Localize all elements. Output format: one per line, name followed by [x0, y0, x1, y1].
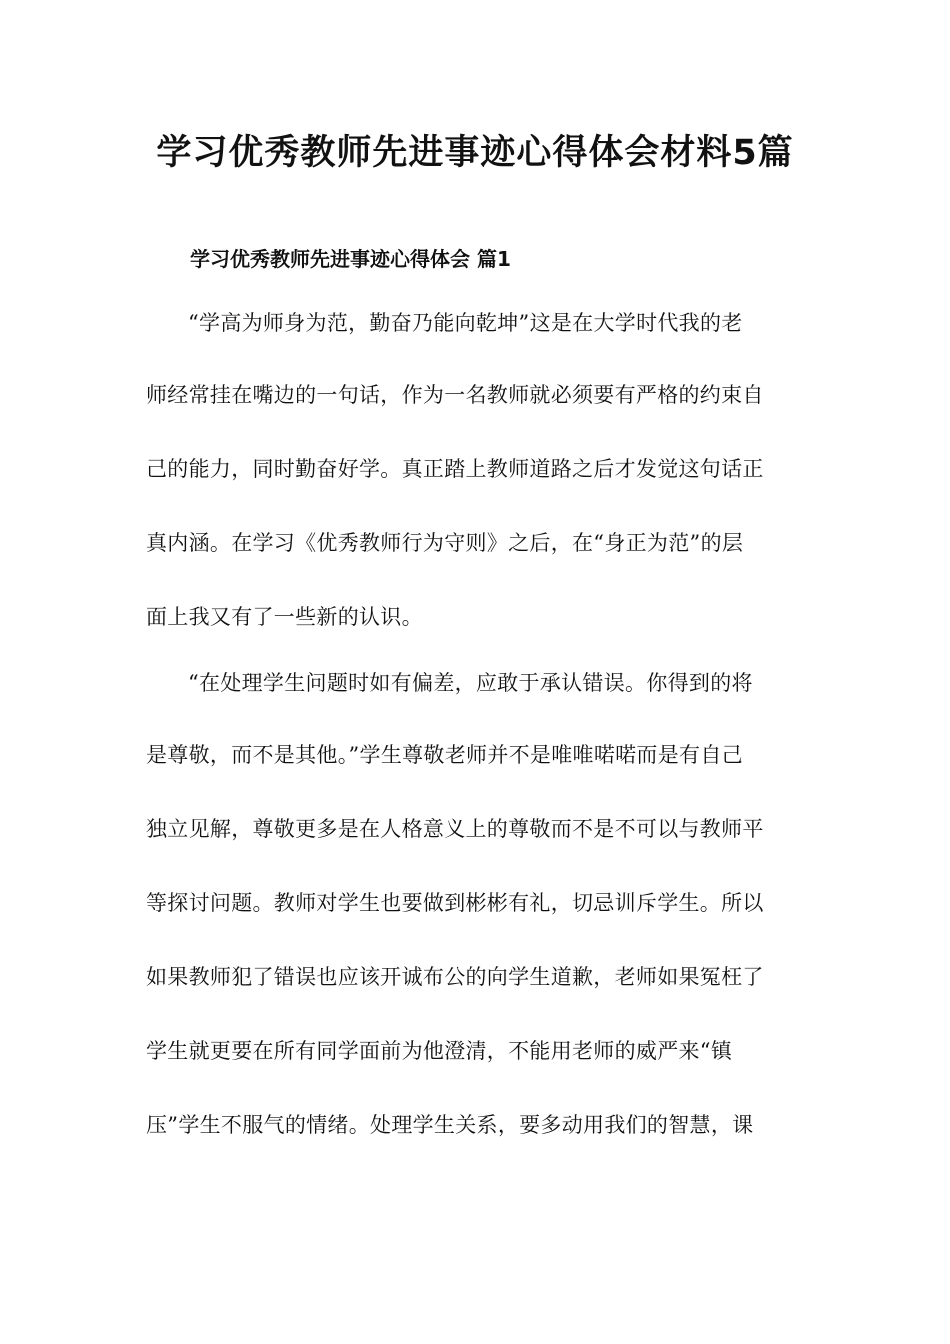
- document-title: 学习优秀教师先进事迹心得体会材料5篇: [156, 133, 794, 173]
- paragraph-line: 面上我又有了一些新的认识。: [146, 605, 423, 629]
- paragraph-line: “在处理学生问题时如有偏差，应敢于承认错误。你得到的将: [188, 671, 753, 695]
- paragraph-line: 学生就更要在所有同学面前为他澄清，不能用老师的威严来“镇: [146, 1039, 733, 1063]
- paragraph-line: 真内涵。在学习《优秀教师行为守则》之后，在“身正为范”的层: [146, 531, 744, 555]
- paragraph-line: 独立见解，尊敬更多是在人格意义上的尊敬而不是不可以与教师平: [146, 817, 764, 841]
- paragraph-line: 是尊敬，而不是其他。”学生尊敬老师并不是唯唯喏喏而是有自己: [146, 743, 743, 767]
- paragraph-line: 等探讨问题。教师对学生也要做到彬彬有礼，切忌训斥学生。所以: [146, 891, 764, 915]
- section-heading: 学习优秀教师先进事迹心得体会 篇1: [190, 247, 511, 271]
- paragraph-line: 压”学生不服气的情绪。处理学生关系，要多动用我们的智慧，课: [146, 1113, 754, 1137]
- paragraph-line: 师经常挂在嘴边的一句话，作为一名教师就必须要有严格的约束自: [146, 383, 764, 407]
- paragraph-line: “学高为师身为范，勤奋乃能向乾坤”这是在大学时代我的老: [188, 311, 743, 335]
- paragraph-line: 如果教师犯了错误也应该开诚布公的向学生道歉，老师如果冤枉了: [146, 965, 764, 989]
- paragraph-line: 己的能力，同时勤奋好学。真正踏上教师道路之后才发觉这句话正: [146, 457, 764, 481]
